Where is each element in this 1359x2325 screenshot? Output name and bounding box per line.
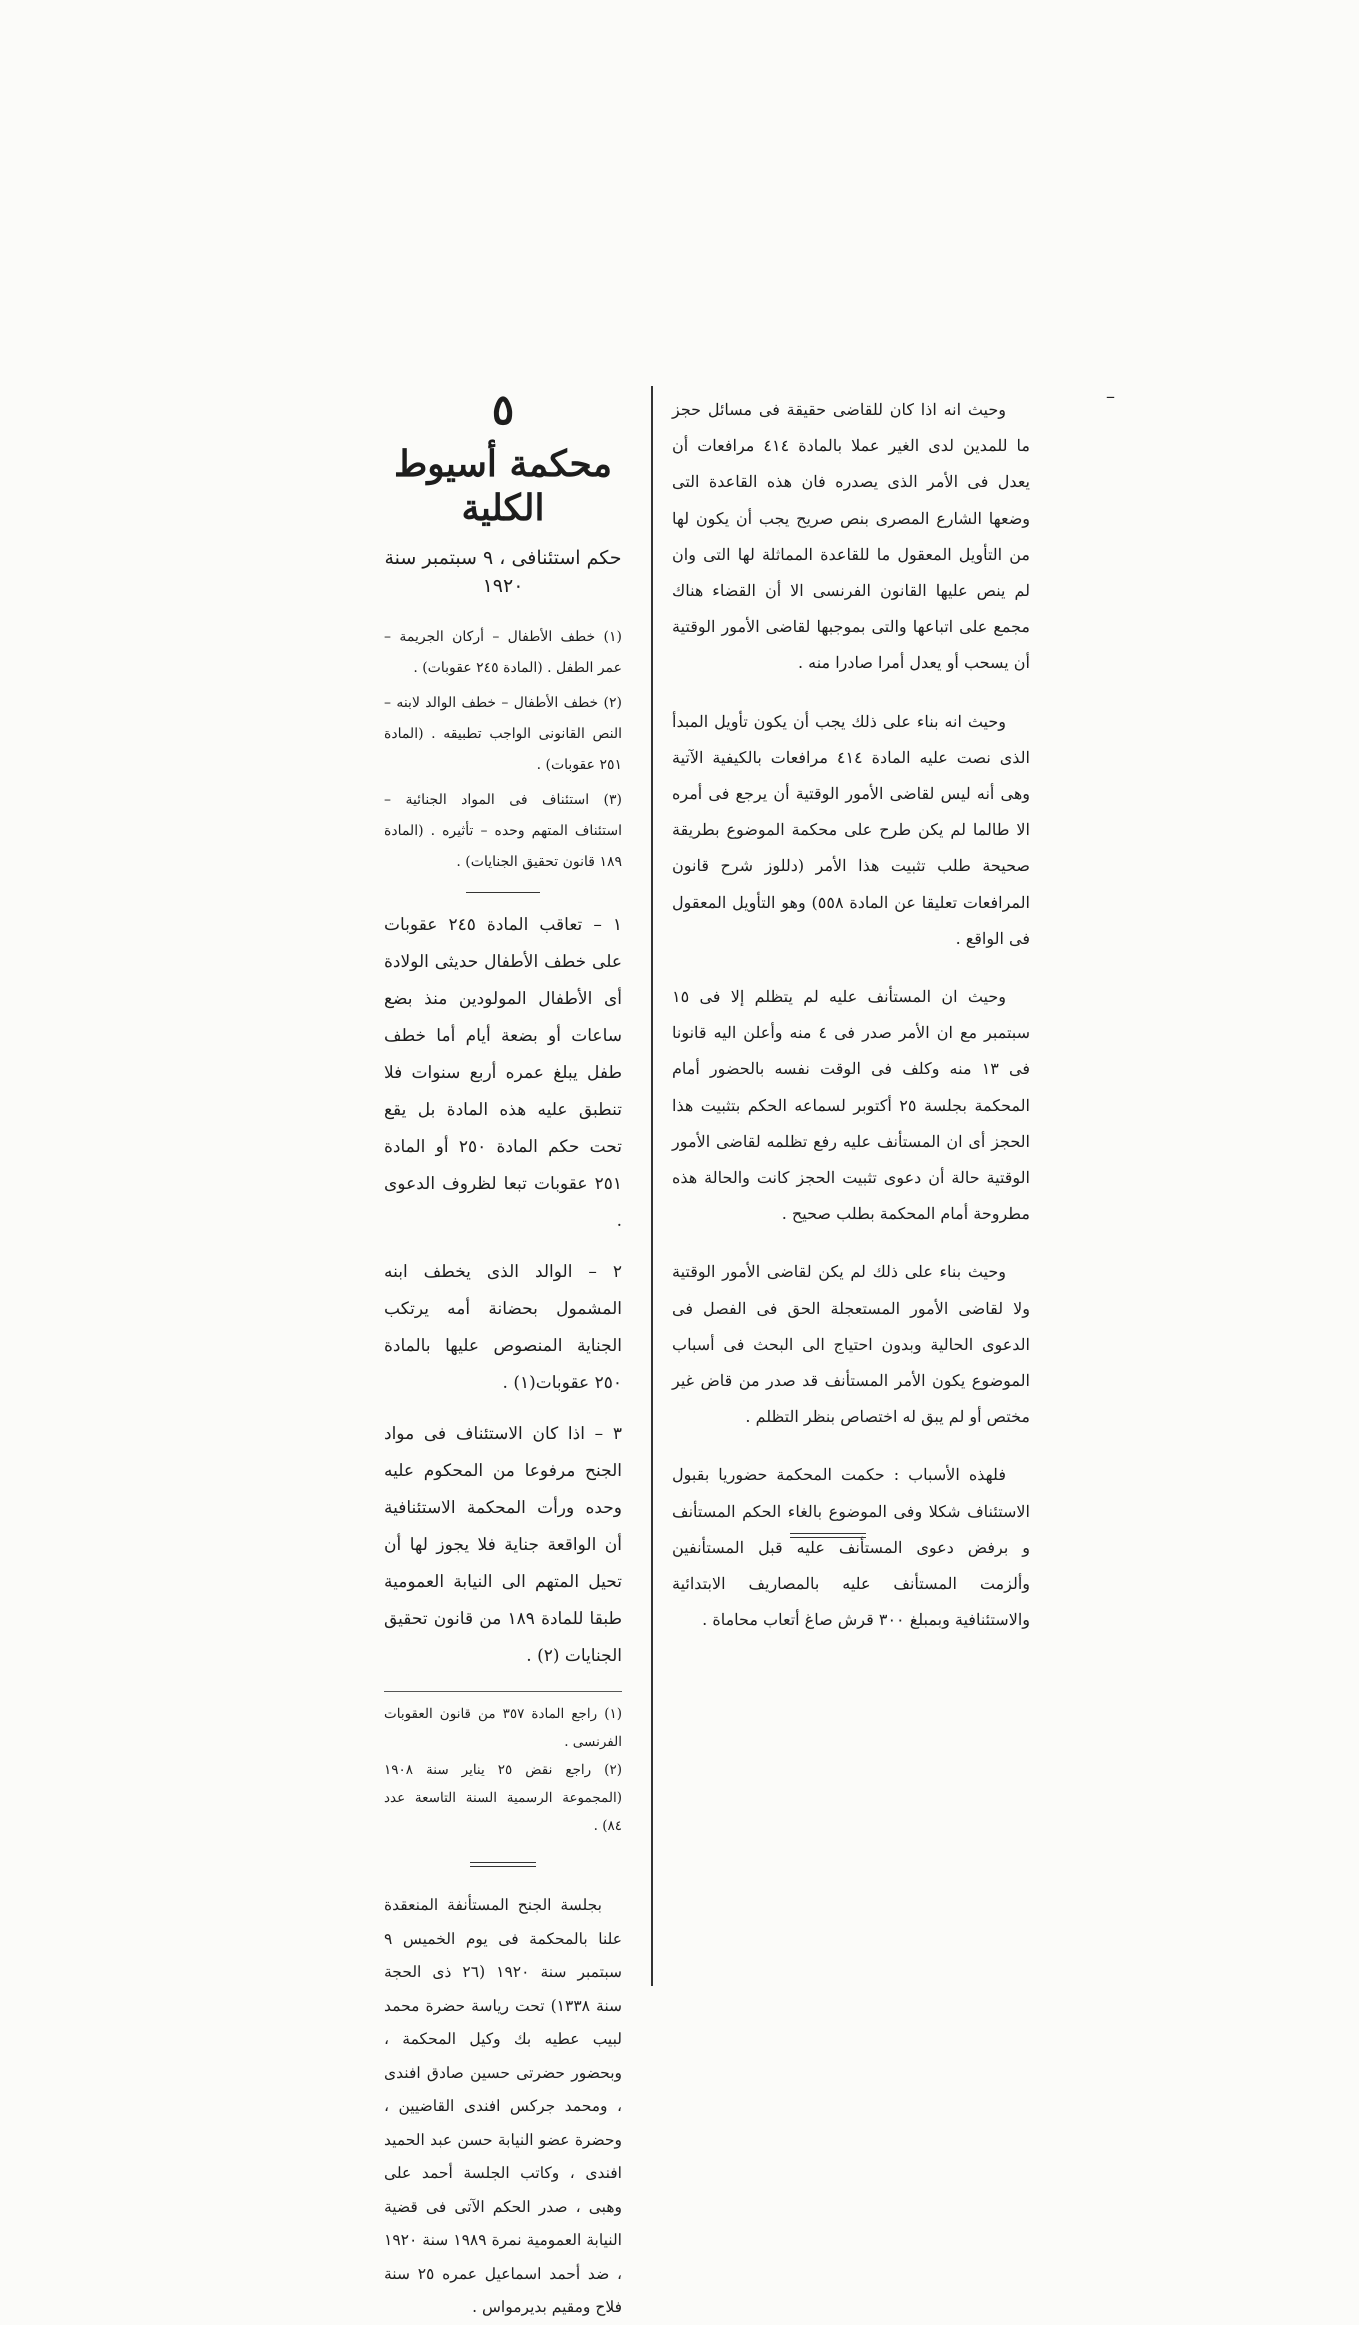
holding-3: (٣) استئناف فى المواد الجنائية – استئناف المتهم وحده – تأثيره . (المادة ١٨٩ قانون تحقيق الجنايات) . <box>384 792 622 870</box>
footnote-1: (١) راجع المادة ٣٥٧ من قانون العقوبات الفرنسى . <box>384 1706 623 1750</box>
left-column <box>384 386 622 2325</box>
paragraph-facts: وحيث ان المستأنف عليه لم يتظلم إلا فى ١٥ سبتمبر مع ان الأمر صدر فى ٤ منه وأعلن اليه قانونا فى ١٣ منه وكلف فى الوقت نفسه بالحضور أمام المحكمة بجلسة ٢٥ أكتوبر لسماعه الحكم بتثبيت هذا الحجز أى ان المستأنف عليه رفع تظلمه لقاضى الأمور الوقتية حالة أن دعوى تثبيت الحجز كانت والحالة هذه مطروحة أمام المحكمة بطلب صحيح . <box>672 987 1031 1224</box>
margin-mark: – <box>1106 386 1115 407</box>
end-separator <box>790 1533 866 1538</box>
footnotes <box>384 1700 622 1840</box>
paragraph-interpretation: وحيث انه بناء على ذلك يجب أن يكون تأويل المبدأ الذى نصت عليه المادة ٤١٤ مرافعات بالكيفية الآتية وهى أنه ليس لقاضى الأمور الوقتية أن يرجع فى أمره الا طالما لم يكن طرح على محكمة الموضوع بطريقة صحيحة طلب تثبيت هذا الأمر (دللوز شرح قانون المرافعات تعليقا عن المادة ٥٥٨) وهو التأويل المعقول فى الواقع . <box>672 711 1031 948</box>
footnote-separator <box>384 1691 622 1692</box>
court-name: محكمة أسيوط الكلية <box>394 443 612 529</box>
holdings-summary <box>384 622 622 878</box>
double-separator <box>470 1862 536 1867</box>
verdict-line: حكم استئنافى ، ٩ سبتمبر سنة ١٩٢٠ <box>384 547 622 597</box>
footnote-2: (٢) راجع نقض ٢٥ يناير سنة ١٩٠٨ (المجموعة الرسمية السنة التاسعة عدد ٨٤) . <box>384 1762 622 1834</box>
paragraph-ruling: فلهذه الأسباب : حكمت المحكمة حضوريا بقبول الاستئناف شكلا وفى الموضوع بالغاء الحكم المستأنف و برفض دعوى المستأنف عليه قبل المستأنفين وألزمت المستأنف عليه بالمصاريف الابتدائية والاستئنافية وبمبلغ ٣٠٠ قرش صاغ أتعاب محاماة . <box>672 1465 1030 1630</box>
case-number: ٥ <box>491 385 515 434</box>
column-divider <box>651 386 653 1986</box>
principle-3: ٣ – اذا كان الاستئناف فى مواد الجنح مرفوعا من المحكوم عليه وحده ورأت المحكمة الاستئنافية أن الواقعة جناية فلا يجوز لها أن تحيل المتهم الى النيابة العمومية طبقا للمادة ١٨٩ من قانون تحقيق الجنايات (٢) . <box>384 1424 622 1666</box>
session-text: بجلسة الجنح المستأنفة المنعقدة علنا بالمحكمة فى يوم الخميس ٩ سبتمبر سنة ١٩٢٠ (٢٦ ذى الحجة سنة ١٣٣٨) تحت رياسة حضرة محمد لبيب عطيه بك وكيل المحكمة ، وبحضور حضرتى حسين صادق افندى ، ومحمد جركس افندى القاضيين ، وحضرة عضو النيابة حسن عبد الحميد افندى ، وكاتب الجلسة أحمد على وهبى ، صدر الحكم الآتى فى قضية النيابة العمومية نمرة ١٩٨٩ سنة ١٩٢٠ ، ضد أحمد اسماعيل عمره ٢٥ سنة فلاح ومقيم بديرمواس . <box>384 1896 622 2316</box>
paragraph-jurisdiction-rule: وحيث انه اذا كان للقاضى حقيقة فى مسائل حجز ما للمدين لدى الغير عملا بالمادة ٤١٤ مرافعات أن يعدل فى الأمر الذى يصدره فان هذه القاعدة التى وضعها الشارع المصرى بنص صريح يجب أن يكون لها من التأويل المعقول ما للقاعدة المماثلة لها التى وان لم ينص عليها القانون الفرنسى الا أن القضاء هناك مجمع على اتباعها والتى بموجبها لقاضى الأمور الوقتية أن يسحب أو يعدل أمرا صادرا منه . <box>672 400 1031 673</box>
right-column <box>672 392 1030 1639</box>
principle-2: ٢ – الوالد الذى يخطف ابنه المشمول بحضانة أمه يرتكب الجناية المنصوص عليها بالمادة ٢٥٠ عقوبات(١) . <box>384 1262 622 1393</box>
session-header <box>384 1889 622 2325</box>
holding-2: (٢) خطف الأطفال – خطف الوالد لابنه – النص القانونى الواجب تطبيقه . (المادة ٢٥١ عقوبات) . <box>384 695 622 773</box>
paragraph-conclusion: وحيث بناء على ذلك لم يكن لقاضى الأمور الوقتية ولا لقاضى الأمور المستعجلة الحق فى الفصل فى الدعوى الحالية وبدون احتياج الى البحث فى أسباب الموضوع يكون الأمر المستأنف قد صدر من قاض غير مختص أو لم يبق له اختصاص بنظر التظلم . <box>672 1262 1030 1427</box>
legal-principles <box>384 907 622 1675</box>
section-separator <box>466 892 540 893</box>
holding-1: (١) خطف الأطفال – أركان الجريمة – عمر الطفل . (المادة ٢٤٥ عقوبات) . <box>384 629 622 676</box>
principle-1: ١ – تعاقب المادة ٢٤٥ عقوبات على خطف الأطفال حديثى الولادة أى الأطفال المولودين منذ بضع ساعات أو بضعة أيام أما خطف طفل يبلغ عمره أربع سنوات فلا تنطبق عليه هذه المادة بل يقع تحت حكم المادة ٢٥٠ أو المادة ٢٥١ عقوبات تبعا لظروف الدعوى . <box>384 915 622 1231</box>
